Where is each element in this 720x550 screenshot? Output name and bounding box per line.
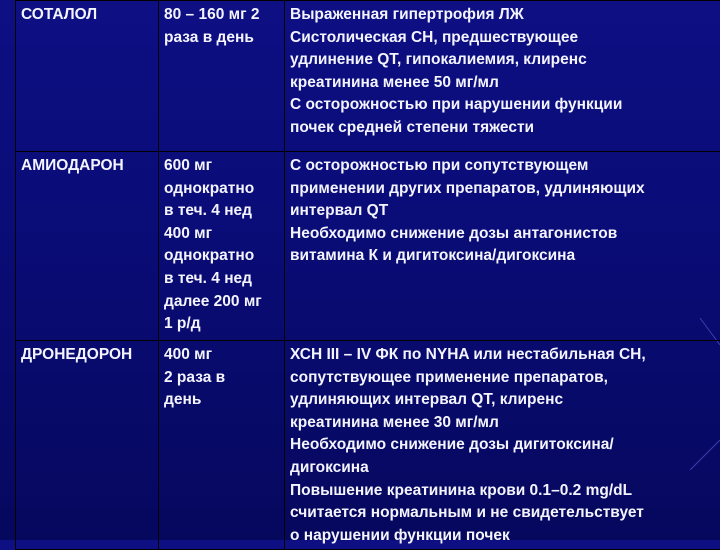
table-row — [16, 152, 720, 341]
dose-line: однократно — [164, 245, 279, 268]
dose-line: день — [164, 389, 279, 412]
note-line: креатинина менее 30 мг/мл — [290, 412, 715, 435]
dose-line: 80 – 160 мг 2 — [164, 4, 279, 27]
dose-cell — [159, 341, 285, 550]
notes-cell — [285, 1, 720, 152]
drug-name: ДРОНЕДОРОН — [21, 346, 132, 363]
dose-line: в теч. 4 нед — [164, 268, 279, 291]
note-line: интервал QT — [290, 200, 715, 223]
note-line: считается нормальным и не свидетельствует — [290, 502, 715, 525]
note-line: витамина К и дигитоксина/дигоксина — [290, 245, 715, 268]
table-row — [16, 341, 720, 550]
note-line: удлиняющих интервал QT, клиренс — [290, 389, 715, 412]
note-line: ХСН III – IV ФК по NYHA или нестабильная СН, — [290, 344, 715, 367]
note-line: сопутствующее применение препаратов, — [290, 367, 715, 390]
note-line: Необходимо снижение дозы антагонистов — [290, 223, 715, 246]
note-line: применении других препаратов, удлиняющих — [290, 178, 715, 201]
dose-line: 600 мг — [164, 155, 279, 178]
dose-line: в теч. 4 нед — [164, 200, 279, 223]
notes-cell — [285, 152, 720, 341]
dose-line: 1 р/д — [164, 313, 279, 336]
dose-line: однократно — [164, 178, 279, 201]
drug-name: АМИОДАРОН — [21, 157, 124, 174]
drug-table — [15, 0, 720, 550]
notes-cell — [285, 341, 720, 550]
drug-name-cell — [16, 1, 159, 152]
note-line: креатинина менее 50 мг/мл — [290, 72, 715, 95]
table-row — [16, 1, 720, 152]
dose-line: 400 мг — [164, 344, 279, 367]
dose-line: далее 200 мг — [164, 291, 279, 314]
dose-cell — [159, 152, 285, 341]
dose-line: 400 мг — [164, 223, 279, 246]
note-line: Выраженная гипертрофия ЛЖ — [290, 4, 715, 27]
note-line: Необходимо снижение дозы дигитоксина/ — [290, 434, 715, 457]
note-line: удлинение QT, гипокалиемия, клиренс — [290, 49, 715, 72]
note-line: Систолическая СН, предшествующее — [290, 27, 715, 50]
note-line: С осторожностью при сопутствующем — [290, 155, 715, 178]
drug-name-cell — [16, 341, 159, 550]
note-line: о нарушении функции почек — [290, 525, 715, 548]
note-line: С осторожностью при нарушении функции — [290, 94, 715, 117]
note-line: почек средней степени тяжести — [290, 117, 715, 140]
dose-line: раза в день — [164, 27, 279, 50]
note-line: Повышение креатинина крови 0.1–0.2 mg/dL — [290, 480, 715, 503]
dose-cell — [159, 1, 285, 152]
dose-line: 2 раза в — [164, 367, 279, 390]
note-line: дигоксина — [290, 457, 715, 480]
drug-name-cell — [16, 152, 159, 341]
drug-name: СОТАЛОЛ — [21, 6, 97, 23]
